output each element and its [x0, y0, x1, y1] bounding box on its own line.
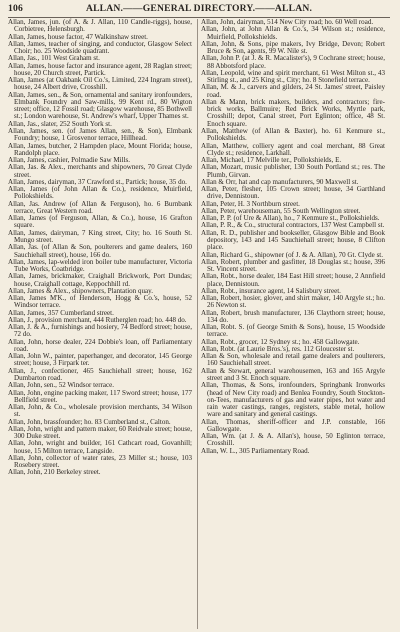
directory-entry: Allan, Matthew (of Allan & Baxter), ho. 61 Kenmure st., Pollokshields. [201, 126, 385, 143]
directory-entry: Allan, Robt., insurance agent, 14 Salisbury street. [201, 286, 341, 295]
directory-entry: Allan, John, horse dealer, 224 Dobbie's loan, off Parliamentary road. [8, 337, 192, 353]
directory-entry: Allan, James, 357 Cumberland street. [8, 308, 114, 317]
directory-entry: Allan, James, dairyman, 37 Crawford st., Partick; house, 35 do. [8, 177, 187, 186]
left-column [8, 19, 192, 477]
directory-entry: Allan, John, brassfounder; ho. 83 Cumberland st., Calton. [8, 417, 171, 426]
directory-entry: Allan, James M'K., of Henderson, Hogg & Co.'s, house, 52 Windsor terrace. [8, 294, 192, 310]
directory-entry: Allan, James, house factor, 47 Walkinshaw street. [8, 32, 148, 41]
directory-entry: Allan, Robert, brush manufacturer, 136 Claythorn street; house, 134 do. [201, 308, 385, 324]
directory-entry: Allan, M. & J., carvers and gilders, 24 St. James' street, Paisley road. [201, 83, 385, 99]
directory-entry: Allan & Stewart, general warehousemen, 163 and 165 Argyle street and 3 St. Enoch square. [201, 366, 385, 383]
page-header [8, 3, 390, 17]
directory-entry: Allan, Peter, warehouseman, 55 South Wellington street. [201, 206, 361, 215]
page-number: 106 [8, 3, 23, 14]
directory-entry: Allan, John, wright and builder, 161 Cathcart road, Govanhill; house, 15 Milton terrace, Langside. [8, 439, 192, 455]
directory-entry: Allan & Mann, brick makers, builders, and contractors; fire-brick works, Ballmuire; Red Brick Works, Myrtle park, Crosshill; depot, Canal street, Port Eglinton; office, 48 St. Enoch square. [201, 97, 385, 128]
directory-entry: Allan, James (of John Allan & Co.), residence, Muirfield, Pollokshields. [8, 185, 192, 201]
directory-entry: Allan, James, brickmaker, Craighall Brickwork, Port Dundas; house, Craighall cottage, Keppochhill rd. [8, 272, 192, 288]
directory-entry: Allan, John, 210 Berkeley street. [8, 468, 101, 477]
directory-entry: Allan, James, house factor and insurance agent, 28 Raglan street; house, 20 Church street, Partick. [8, 61, 192, 77]
directory-entry: Allan, John, engine packing maker, 117 Sword street; house, 177 Bellfield street. [8, 388, 192, 404]
directory-entry: Allan, Thomas, & Sons, ironfounders, Springbank Ironworks (head of New City road) and Benlea Foundry, South Stockton-on-Tees, manufacturers of gas and water pipes, hot water and rain water castings, ranges, registers, stable metal, hollow ware and sanitary and general castings. [201, 381, 385, 419]
directory-entry: Allan, Matthew, colliery agent and coal merchant, 88 Great Clyde st.; residence, Larkhall. [201, 141, 385, 157]
directory-entry: Allan, James, sen., & Son, ornamental and sanitary ironfounders, Elmbank Foundry and Saw-mills, 99 Kent rd., 80 Wigton street; office, 12 Fossil road; Glasgow warehouse, 85 Bothwell st.; London warehouse, St. Andrew's wharf, Upper Thames st. [8, 90, 192, 121]
directory-entry: Allan, Peter, H. 3 Northburn street. [201, 199, 300, 208]
directory-entry: Allan, R. D., publisher and bookseller, Glasgow Bible and Book depository, 143 and 145 Sauchiehall street; house, 8 Clifton place. [201, 228, 385, 252]
directory-entry: Allan, James, jun. (of A. & J. Allan, 110 Candle-riggs), house, Corbietree, Helensburgh. [8, 18, 192, 34]
directory-entry: Allan, James, butcher, 2 Hampden place, Mount Florida; house, Randolph place. [8, 141, 192, 157]
directory-entry: Allan, Leopold, wine and spirit merchant, 61 West Milton st., 43 Stirling st., and 25 King st., City; ho. 8 Stonefield terrace. [201, 68, 385, 85]
directory-entry: Allan, Jas. & Alex., merchants and shipowners, 70 Great Clyde street. [8, 163, 192, 179]
directory-entry: Allan, J., provision merchant, 444 Rutherglen road; ho. 448 do. [8, 315, 187, 324]
directory-entry: Allan, James, cashier, Polmadie Saw Mills. [8, 156, 131, 165]
directory-entry: Allan, J., confectioner, 465 Sauchiehall street; house, 162 Dumbarton road. [8, 366, 192, 383]
directory-entry: Allan, Jas., slater, 252 South York st. [8, 119, 112, 128]
directory-entry: Allan, Wm. (at J. & A. Allan's), house, 50 Eglinton terrace, Crosshill. [201, 432, 385, 448]
directory-entry: Allan, John, wright and pattern maker, 60 Reidvale street; house, 300 Duke street. [8, 424, 192, 441]
directory-entry: Allan, James & Alex., shipowners, Plantation quay. [8, 286, 153, 295]
directory-entry: Allan, Robt., grocer, 12 Sydney st.; ho. 458 Gallowgate. [201, 337, 360, 346]
directory-entry: Allan, J. & A., furnishings and hosiery, 74 Bedford street; house, 72 do. [8, 323, 192, 339]
directory-entry: Allan, John, sen., 52 Windsor terrace. [8, 381, 115, 390]
directory-entry: Allan, James (at Oakbank Oil Co.'s, Limited, 224 Ingram street), house, 24 Albert drive, Crosshill. [8, 76, 192, 92]
directory-entry: Allan, John, dairyman, 514 New City road; ho. 60 Well road. [201, 18, 374, 26]
directory-entry: Allan, Mozart, music publisher, 130 South Portland st.; res. The Plumb, Girvan. [201, 163, 385, 179]
directory-entry: Allan, John W., painter, paperhanger, and decorator, 145 George street; house, 3 Firpark ter. [8, 352, 192, 368]
directory-entry: Allan, Richard G., shipowner (of J. & A. Allan), 70 Gt. Clyde st. [201, 250, 384, 259]
directory-entry: Allan, Michael, 17 Melville ter., Pollokshields, E. [201, 156, 342, 165]
directory-entry: Allan, Robert, plumber and gasfitter, 18 Douglas st.; house, 396 St. Vincent street. [201, 257, 385, 274]
directory-entry: Allan, Robt. S. (of George Smith & Sons), house, 15 Woodside terrace. [201, 323, 385, 339]
directory-entry: Allan & Orr, hat and cap manufacturers, 90 Maxwell st. [201, 177, 359, 186]
directory-entry: Allan, John, collector of water rates, 23 Miller st.; house, 103 Rosebery street. [8, 453, 192, 470]
directory-entry: Allan, James, teacher of singing, and conductor, Glasgow Select Choir; ho. 25 Woodside quadrant. [8, 39, 192, 56]
right-column [201, 19, 385, 455]
running-title: ALLAN.——GENERAL DIRECTORY.——ALLAN. [85, 3, 313, 14]
column-divider [197, 19, 198, 629]
directory-entry: Allan, Jas. (of Allan & Son, poulterers and game dealers, 160 Sauchiehall street), house, 166 do. [8, 243, 192, 259]
directory-entry: Allan, Thomas, sheriff-officer and J.P. constable, 166 Gallowgate. [201, 417, 385, 433]
directory-entry: Allan, W. L., 305 Parliamentary Road. [201, 446, 310, 455]
directory-entry: Allan, P. R., & Co., structural contractors, 137 West Campbell st. [201, 221, 385, 230]
directory-entry: Allan, John, & Sons, pipe makers, Ivy Bridge, Devon; Robert Bruce & Son, agents, 99 W. Nile st. [201, 39, 385, 56]
directory-entry: Allan, John P. (at J. & R. Macalister's), 9 Cochrane street; house, 88 Abbotsford place. [201, 54, 385, 70]
directory-entry: Allan, James, sen. (of James Allan, sen., & Son), Elmbank Foundry; house, 1 Grosvenor terrace, Hillhead. [8, 126, 192, 143]
directory-entry: Allan & Son, wholesale and retail game dealers and poulterers, 160 Sauchiehall street. [201, 352, 385, 368]
directory-entry: Allan, Robt. (at Laurie Bros.'s), res. 112 Gloucester st. [201, 344, 355, 353]
directory-entry: Allan, Jas., 101 West Graham st. [8, 54, 100, 63]
directory-entry: Allan, Robert, hosier, glover, and shirt maker, 140 Argyle st.; ho. 26 Newton st. [201, 294, 385, 310]
directory-entry: Allan, Robt., horse dealer, 184 East Hill street; house, 2 Annfield place, Dennistoun. [201, 272, 385, 288]
directory-entry: Allan, James (of Ferguson, Allan, & Co.), house, 16 Grafton square. [8, 214, 192, 230]
directory-entry: Allan, Peter, flesher, 105 Crown street; house, 34 Garthland drive, Dennistoun. [201, 185, 385, 201]
directory-entry: Allan, James, lap-welded iron boiler tube manufacturer, Victoria Tube Works, Coatbridge. [8, 257, 192, 274]
directory-entry: Allan, Jas. Andrew (of Allan & Ferguson), ho. 6 Burnbank terrace, Great Western road. [8, 199, 192, 215]
directory-entry: Allan, James, dairyman, 7 King street, City; ho. 16 South St. Mungo street. [8, 228, 192, 244]
directory-entry: Allan, P. P. (of Ure & Allan), ho., 7 Kenmure st., Pollokshields. [201, 214, 380, 223]
directory-entry: Allan, John, at John Allan & Co.'s, 34 Wilson st.; residence, Muirfield, Pollokshields. [201, 25, 385, 41]
directory-entry: Allan, John, & Co., wholesale provision merchants, 34 Wilson st. [8, 403, 192, 419]
